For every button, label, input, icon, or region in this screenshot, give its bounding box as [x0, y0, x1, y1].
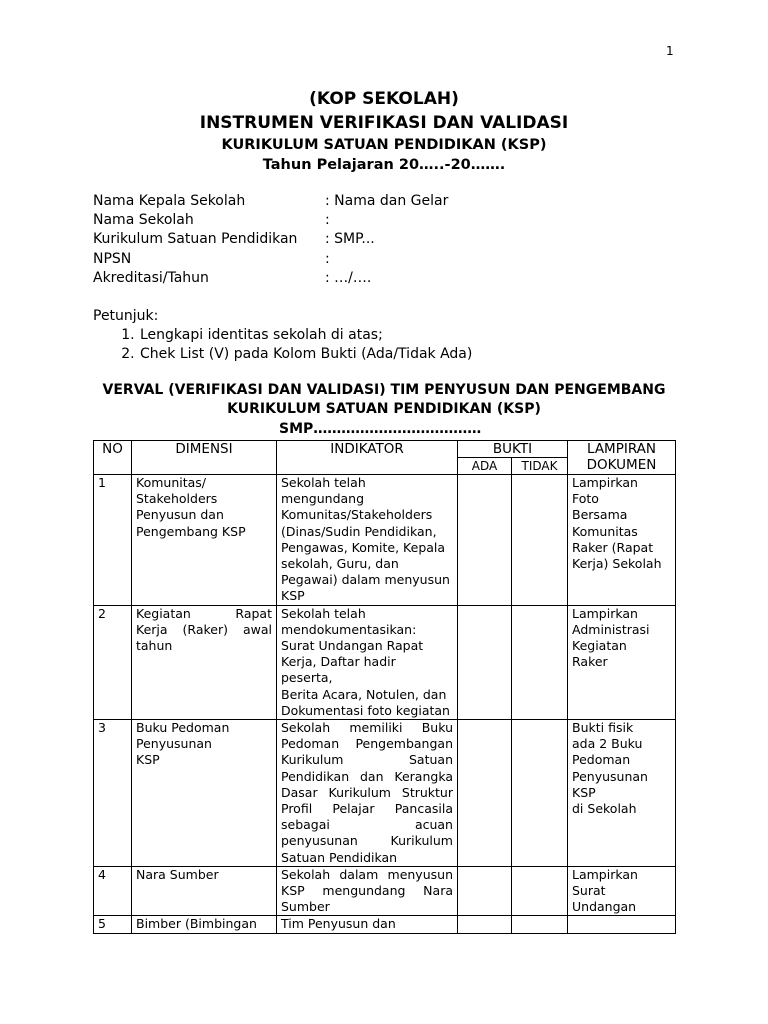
identity-value: : …/….: [325, 269, 372, 286]
page-number: 1: [666, 44, 674, 58]
cell-dimensi-line: Buku Pedoman: [136, 720, 230, 736]
identity-row: [93, 269, 448, 288]
cell-lampiran-line: KSP: [572, 784, 596, 800]
identity-row: [93, 192, 448, 211]
cell-lampiran-line: Lampirkan: [572, 605, 638, 621]
cell-indikator-line: Pegawai) dalam menyusun: [281, 572, 450, 588]
cell-indikator-line: Pedoman Pengembangan: [281, 736, 453, 752]
cell-no: 3: [94, 720, 132, 867]
instructions: [93, 307, 472, 365]
cell-indikator-line: Pendidikan dan Kerangka: [281, 768, 453, 784]
cell-no: 2: [94, 605, 132, 719]
cell-indikator-line: Sumber: [281, 899, 330, 915]
cell-dimensi: [132, 916, 277, 933]
cell-dimensi-line: Pengembang KSP: [136, 523, 246, 539]
table-row: [94, 866, 676, 916]
instructions-list: [93, 326, 472, 364]
section-title: [80, 381, 688, 419]
cell-indikator-line: Sekolah telah: [281, 475, 366, 490]
cell-dimensi-line: Komunitas/: [136, 475, 207, 490]
cell-indikator-line: Kurikulum Satuan: [281, 752, 453, 768]
header-school-year: Tahun Pelajaran 20…..-20…….: [262, 157, 506, 173]
cell-lampiran-line: Lampirkan: [572, 475, 638, 490]
cell-ada-checkbox[interactable]: [458, 475, 512, 606]
cell-dimensi: [132, 475, 277, 606]
identity-value: : SMP...: [325, 231, 375, 248]
cell-indikator-line: Surat Undangan Rapat: [281, 638, 424, 654]
cell-tidak-checkbox[interactable]: [512, 605, 568, 719]
cell-dimensi-line: Penyusunan: [136, 736, 212, 752]
cell-lampiran-line: Undangan: [572, 899, 637, 915]
table-body: [94, 475, 676, 934]
identity-label: Nama Sekolah: [93, 212, 194, 229]
identity-row: [93, 250, 448, 269]
identity-value: :: [325, 212, 330, 229]
cell-indikator-line: Dasar Kurikulum Struktur: [281, 784, 453, 800]
cell-lampiran: [568, 475, 676, 606]
cell-ada-checkbox[interactable]: [458, 720, 512, 867]
header-kop-sekolah: (KOP SEKOLAH): [309, 89, 459, 109]
cell-indikator-line: (Dinas/Sudin Pendidikan,: [281, 523, 437, 539]
identity-value: : Nama dan Gelar: [325, 193, 449, 209]
cell-indikator: [277, 475, 458, 606]
cell-dimensi: [132, 866, 277, 916]
header-indikator: INDIKATOR: [277, 441, 458, 475]
cell-dimensi-line: KSP: [136, 752, 160, 768]
section-smp: SMP………………………………: [279, 421, 482, 437]
cell-dimensi: [132, 605, 277, 719]
cell-no: 4: [94, 866, 132, 916]
cell-lampiran-line: ada 2 Buku: [572, 736, 643, 752]
header-curriculum: KURIKULUM SATUAN PENDIDIKAN (KSP): [221, 137, 547, 153]
identity-row: [93, 211, 448, 230]
table-header-row: [94, 441, 676, 458]
cell-lampiran: [568, 720, 676, 867]
cell-lampiran-line: Bukti fisik: [572, 720, 634, 736]
cell-indikator: [277, 720, 458, 867]
cell-tidak-checkbox[interactable]: [512, 475, 568, 606]
cell-tidak-checkbox[interactable]: [512, 720, 568, 867]
cell-lampiran-line: Penyusunan: [572, 768, 648, 784]
cell-no: 1: [94, 475, 132, 606]
instructions-title: Petunjuk:: [93, 308, 159, 324]
identity-row: [93, 230, 448, 249]
cell-indikator-line: Sekolah telah: [281, 605, 366, 621]
header-ada: ADA: [458, 458, 512, 475]
school-identity: [93, 192, 448, 288]
header-tidak: TIDAK: [512, 458, 568, 475]
instruction-item: 2. Chek List (V) pada Kolom Bukti (Ada/Tidak Ada): [139, 345, 472, 364]
cell-indikator-line: penyusunan Kurikulum: [281, 833, 453, 849]
cell-lampiran: [568, 605, 676, 719]
cell-indikator-line: mendokumentasikan:: [281, 621, 417, 637]
instruction-item: 1. Lengkapi identitas sekolah di atas;: [139, 326, 472, 345]
cell-indikator-line: Komunitas/Stakeholders: [281, 507, 433, 523]
header-dimensi: DIMENSI: [132, 441, 277, 475]
cell-indikator-line: Satuan Pendidikan: [281, 849, 398, 865]
identity-label: Akreditasi/Tahun: [93, 269, 209, 286]
cell-lampiran-line: Kerja) Sekolah: [572, 556, 662, 572]
cell-indikator: [277, 866, 458, 916]
table-row: [94, 720, 676, 867]
table-row: [94, 605, 676, 719]
section-title-line2: KURIKULUM SATUAN PENDIDIKAN (KSP): [227, 401, 541, 417]
verval-table: [93, 440, 676, 934]
cell-dimensi-line: tahun: [136, 638, 173, 654]
cell-lampiran-line: Kegiatan: [572, 638, 627, 654]
header-lampiran: [568, 441, 676, 475]
cell-lampiran-line: Administrasi: [572, 621, 650, 637]
cell-indikator-line: Tim Penyusun dan: [281, 916, 396, 932]
cell-lampiran-line: Raker: [572, 654, 608, 670]
cell-dimensi-line: Bimber (Bimbingan: [136, 916, 257, 932]
identity-label: Nama Kepala Sekolah: [93, 193, 246, 209]
table-row: [94, 916, 676, 933]
document-header: [0, 88, 768, 175]
cell-lampiran: [568, 866, 676, 916]
identity-label: Kurikulum Satuan Pendidikan: [93, 231, 298, 248]
cell-indikator-line: Kerja, Daftar hadir: [281, 654, 396, 670]
cell-dimensi-line: Kegiatan Rapat: [136, 605, 272, 621]
header-instrument-title: INSTRUMEN VERIFIKASI DAN VALIDASI: [199, 113, 569, 133]
cell-indikator: [277, 916, 458, 933]
identity-value: :: [325, 250, 330, 267]
identity-label: NPSN: [93, 250, 132, 267]
cell-no: 5: [94, 916, 132, 933]
cell-lampiran-line: Raker (Rapat: [572, 539, 654, 555]
cell-lampiran-line: Pedoman: [572, 752, 631, 768]
cell-indikator-line: sebagai acuan: [281, 817, 453, 833]
cell-lampiran-line: Komunitas: [572, 523, 638, 539]
cell-tidak-checkbox[interactable]: [512, 916, 568, 933]
cell-lampiran-line: Lampirkan: [572, 866, 638, 882]
cell-dimensi-line: Nara Sumber: [136, 866, 219, 882]
cell-indikator-line: Berita Acara, Notulen, dan: [281, 686, 447, 702]
cell-ada-checkbox[interactable]: [458, 916, 512, 933]
section-title-line1: VERVAL (VERIFIKASI DAN VALIDASI) TIM PENYUSUN DAN PENGEMBANG: [102, 382, 666, 398]
cell-indikator: [277, 605, 458, 719]
cell-dimensi-line: Penyusun dan: [136, 507, 224, 523]
cell-dimensi-line: Kerja (Raker) awal: [136, 621, 272, 637]
cell-lampiran: [568, 916, 676, 933]
header-bukti: BUKTI: [458, 441, 568, 458]
header-lampiran-line1: LAMPIRAN: [586, 441, 656, 457]
cell-ada-checkbox[interactable]: [458, 866, 512, 916]
header-lampiran-line2: DOKUMEN: [586, 457, 657, 473]
cell-ada-checkbox[interactable]: [458, 605, 512, 719]
cell-indikator-line: Sekolah dalam menyusun: [281, 866, 453, 882]
cell-indikator-line: KSP: [281, 588, 305, 604]
cell-indikator-line: Pengawas, Komite, Kepala: [281, 539, 446, 555]
cell-dimensi: [132, 720, 277, 867]
table-row: [94, 475, 676, 606]
cell-lampiran-line: di Sekolah: [572, 801, 637, 817]
cell-indikator-line: sekolah, Guru, dan: [281, 556, 399, 572]
cell-indikator-line: Sekolah memiliki Buku: [281, 720, 453, 736]
cell-tidak-checkbox[interactable]: [512, 866, 568, 916]
cell-lampiran-line: Surat: [572, 883, 606, 899]
header-no: NO: [94, 441, 132, 475]
cell-indikator-line: peserta,: [281, 670, 333, 686]
cell-indikator-line: KSP mengundang Nara: [281, 883, 453, 899]
cell-indikator-line: Profil Pelajar Pancasila: [281, 801, 453, 817]
cell-lampiran-line: Bersama: [572, 507, 628, 523]
cell-lampiran-line: Foto: [572, 491, 599, 507]
cell-dimensi-line: Stakeholders: [136, 491, 218, 507]
cell-indikator-line: Dokumentasi foto kegiatan: [281, 702, 450, 718]
cell-indikator-line: mengundang: [281, 491, 365, 507]
